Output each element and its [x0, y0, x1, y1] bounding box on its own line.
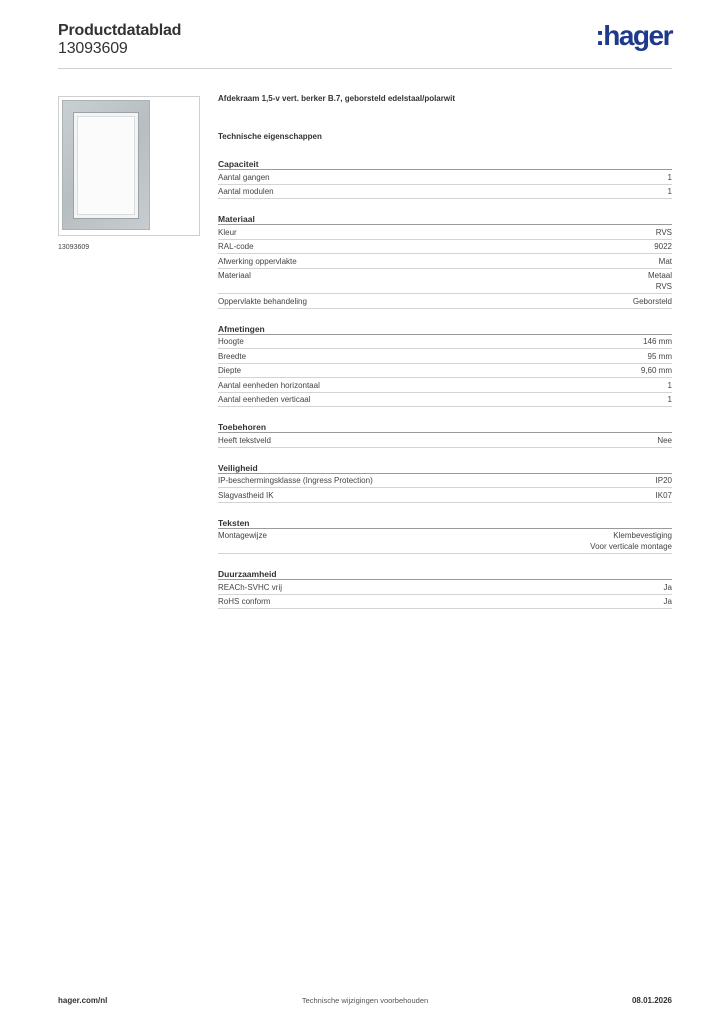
spec-value	[668, 186, 672, 197]
spec-value	[656, 490, 672, 501]
spec-value-line: RVS	[655, 227, 672, 237]
spec-value	[657, 435, 672, 446]
spec-value-line: Metaal	[647, 271, 672, 280]
spec-label: Oppervlakte behandeling	[218, 296, 307, 306]
spec-group-title: Materiaal	[218, 213, 672, 225]
spec-value-line: RVS	[655, 282, 672, 291]
spec-value-line: IK07	[655, 490, 672, 500]
section-title: Technische eigenschappen	[218, 132, 322, 141]
spec-group	[218, 158, 672, 199]
spec-value	[664, 596, 672, 607]
spec-row	[218, 269, 672, 295]
spec-label: Slagvastheid IK	[218, 490, 274, 500]
spec-groups	[218, 158, 672, 609]
page-header	[58, 22, 672, 68]
spec-value	[656, 475, 672, 486]
spec-value	[659, 256, 672, 267]
specification-content	[218, 94, 672, 609]
spec-label: Heeft tekstveld	[218, 435, 271, 445]
spec-value-line: 1	[667, 380, 672, 390]
spec-label: Aantal eenheden horizontaal	[218, 380, 320, 390]
spec-value-line: 95 mm	[647, 351, 672, 361]
spec-value	[664, 582, 672, 593]
spec-row	[218, 488, 672, 503]
spec-label: Materiaal	[218, 271, 251, 280]
spec-row	[218, 393, 672, 408]
spec-value	[641, 365, 672, 376]
spec-label: Breedte	[218, 351, 247, 361]
spec-row	[218, 580, 672, 595]
spec-label: Montagewijze	[218, 531, 267, 540]
spec-group	[218, 213, 672, 309]
spec-label: REACh-SVHC vrij	[218, 582, 283, 592]
footer-disclaimer: Technische wijzigingen voorbehouden	[301, 996, 429, 1005]
spec-group	[218, 323, 672, 408]
page-title: Productdatablad	[58, 22, 182, 39]
spec-row	[218, 529, 672, 555]
spec-group-title: Toebehoren	[218, 421, 672, 433]
spec-label: Aantal eenheden verticaal	[218, 395, 311, 404]
spec-value	[648, 270, 672, 292]
header-divider	[58, 68, 672, 69]
footer-date: 08.01.2026	[631, 996, 672, 1005]
spec-label: Afwerking oppervlakte	[218, 256, 297, 266]
spec-label: Diepte	[218, 366, 242, 375]
spec-group	[218, 568, 672, 609]
spec-value-line: Geborsteld	[632, 296, 672, 306]
spec-label: Aantal modulen	[218, 187, 274, 196]
spec-value	[648, 351, 672, 362]
spec-value	[668, 172, 672, 183]
spec-group-title: Teksten	[218, 517, 672, 529]
spec-value-line: Voor verticale montage	[590, 542, 672, 551]
spec-row	[218, 294, 672, 309]
spec-group	[218, 421, 672, 448]
spec-row	[218, 240, 672, 255]
page-footer	[58, 996, 672, 1010]
spec-group-title: Veiligheid	[218, 462, 672, 474]
spec-row	[218, 349, 672, 364]
spec-value-line: 1	[667, 172, 672, 182]
spec-group	[218, 517, 672, 555]
spec-row	[218, 185, 672, 200]
spec-row	[218, 378, 672, 393]
spec-value-line: Ja	[663, 597, 672, 606]
spec-value-line: 9,60 mm	[640, 366, 672, 375]
product-image	[58, 96, 200, 236]
spec-value-line: 9022	[654, 242, 672, 251]
footer-website: hager.com/nl	[58, 996, 108, 1005]
spec-row	[218, 433, 672, 448]
spec-value-line: Nee	[657, 435, 672, 445]
spec-label: RAL-code	[218, 242, 254, 251]
spec-value	[668, 394, 672, 405]
spec-value	[654, 241, 672, 252]
spec-value-line: Ja	[663, 582, 672, 592]
image-caption: 13093609	[58, 244, 90, 251]
spec-value	[590, 530, 672, 552]
cover-frame-illustration	[62, 100, 150, 230]
spec-value-line: 1	[667, 395, 672, 404]
hager-logo: :hager	[595, 20, 672, 51]
spec-group-title: Capaciteit	[218, 158, 672, 170]
spec-label: Aantal gangen	[218, 172, 270, 182]
spec-value	[633, 296, 672, 307]
spec-row	[218, 170, 672, 185]
spec-row	[218, 225, 672, 240]
product-number: 13093609	[58, 40, 128, 57]
spec-value-line: 146 mm	[643, 337, 672, 346]
spec-value-line: Mat	[658, 256, 672, 266]
spec-label: Hoogte	[218, 337, 244, 346]
spec-group-title: Duurzaamheid	[218, 568, 672, 580]
spec-group	[218, 462, 672, 503]
spec-row	[218, 254, 672, 269]
spec-row	[218, 364, 672, 379]
spec-value-line: IP20	[655, 476, 672, 485]
spec-value-line: 1	[667, 187, 672, 196]
spec-row	[218, 474, 672, 489]
spec-value-line: Klembevestiging	[613, 531, 672, 540]
spec-row	[218, 595, 672, 610]
spec-value	[668, 380, 672, 391]
spec-label: IP-beschermingsklasse (Ingress Protection)	[218, 476, 373, 485]
spec-group-title: Afmetingen	[218, 323, 672, 335]
spec-value	[656, 227, 672, 238]
spec-value	[643, 336, 672, 347]
product-description: Afdekraam 1,5-v vert. berker B.7, geborsteld edelstaal/polarwit	[218, 94, 455, 103]
spec-label: Kleur	[218, 227, 237, 237]
spec-row	[218, 335, 672, 350]
spec-label: RoHS conform	[218, 597, 271, 606]
